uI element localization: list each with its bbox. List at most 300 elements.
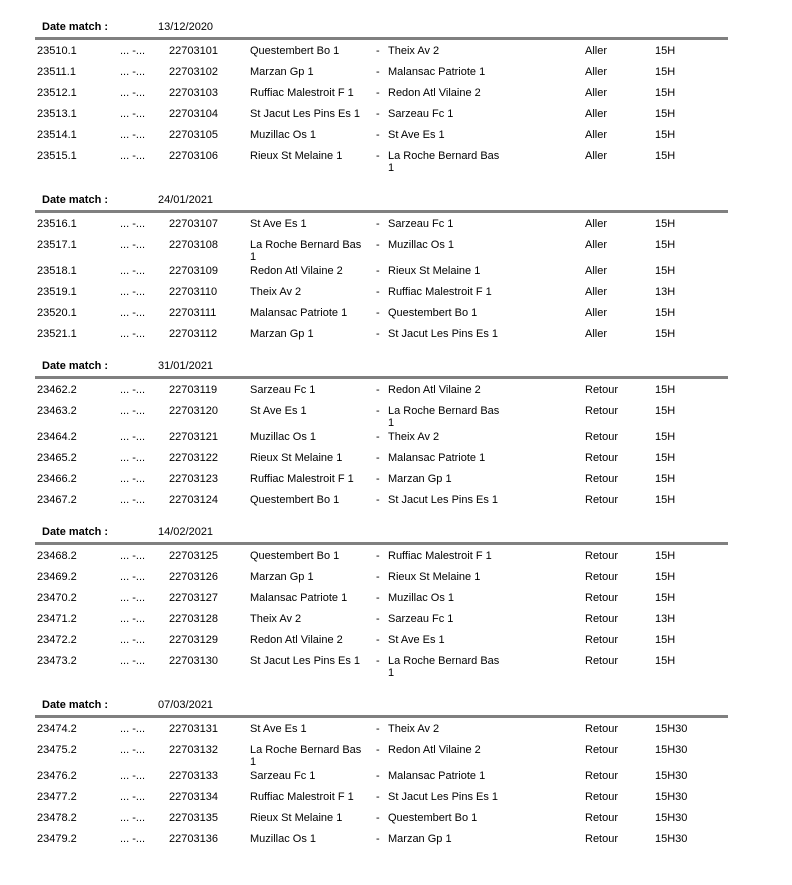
match-row [35,286,728,298]
away-team: La Roche Bernard Bas 1 [388,405,500,429]
home-team: Malansac Patriote 1 [250,592,348,604]
match-id: 23517.1 [37,239,77,251]
match-code: 22703104 [169,108,218,120]
match-id: 23513.1 [37,108,77,120]
kickoff-time: 15H30 [655,723,688,735]
kickoff-time: 15H [655,473,676,485]
away-team-cell [376,592,585,604]
match-id: 23479.2 [37,833,77,845]
sections-container [35,21,728,845]
home-team-cell [250,613,376,625]
home-team-cell [250,634,376,646]
match-code: 22703124 [169,494,218,506]
match-row [35,66,728,78]
match-id: 23470.2 [37,592,77,604]
away-dash: - [376,770,380,782]
home-team-cell [250,265,376,277]
away-team: Redon Atl Vilaine 2 [388,744,481,756]
away-dash: - [376,833,380,845]
away-dash: - [376,613,380,625]
home-team: La Roche Bernard Bas 1 [250,239,362,263]
match-code: 22703106 [169,150,218,162]
match-code: 22703120 [169,405,218,417]
match-row [35,45,728,57]
rows-container [35,45,728,174]
leg-label: Retour [585,791,619,803]
home-team: La Roche Bernard Bas 1 [250,744,362,768]
home-team-cell [250,384,376,396]
away-dash: - [376,218,380,230]
leg-label: Aller [585,328,608,340]
away-team: Rieux St Melaine 1 [388,265,481,277]
match-id: 23464.2 [37,431,77,443]
match-row [35,108,728,120]
kickoff-time: 15H [655,87,676,99]
away-team: St Jacut Les Pins Es 1 [388,328,499,340]
match-id: 23515.1 [37,150,77,162]
header-rule [35,37,728,40]
match-date: 13/12/2020 [158,21,214,33]
match-id: 23518.1 [37,265,77,277]
match-code: 22703122 [169,452,218,464]
match-id: 23471.2 [37,613,77,625]
away-team-cell [376,473,585,485]
away-team: Sarzeau Fc 1 [388,218,454,230]
score-placeholder: ... -... [120,239,146,251]
leg-label: Aller [585,150,608,162]
home-team: Theix Av 2 [250,286,302,298]
match-row [35,634,728,646]
away-team: Redon Atl Vilaine 2 [388,384,481,396]
leg-label: Aller [585,87,608,99]
match-row [35,494,728,506]
match-date: 31/01/2021 [158,360,214,372]
away-dash: - [376,108,380,120]
kickoff-time: 13H [655,286,676,298]
away-team-cell [376,744,585,756]
date-section [35,194,728,340]
away-team: St Jacut Les Pins Es 1 [388,791,499,803]
match-code: 22703119 [169,384,218,396]
home-team-cell [250,218,376,230]
match-code: 22703132 [169,744,218,756]
score-placeholder: ... -... [120,307,146,319]
match-row [35,218,728,230]
section-header [35,194,728,207]
home-team-cell [250,45,376,57]
match-date: 14/02/2021 [158,526,214,538]
kickoff-time: 15H30 [655,744,688,756]
away-team: La Roche Bernard Bas 1 [388,150,500,174]
away-team: Theix Av 2 [388,431,440,443]
match-id: 23468.2 [37,550,77,562]
home-team-cell [250,791,376,803]
away-team: St Ave Es 1 [388,634,445,646]
score-placeholder: ... -... [120,812,146,824]
away-team-cell [376,494,585,506]
score-placeholder: ... -... [120,494,146,506]
match-id: 23478.2 [37,812,77,824]
away-dash: - [376,265,380,277]
home-team: St Ave Es 1 [250,723,307,735]
match-id: 23477.2 [37,791,77,803]
away-team: Ruffiac Malestroit F 1 [388,286,492,298]
score-placeholder: ... -... [120,45,146,57]
leg-label: Aller [585,218,608,230]
away-team-cell [376,791,585,803]
away-team-cell [376,307,585,319]
home-team-cell [250,66,376,78]
match-row [35,87,728,99]
leg-label: Retour [585,592,619,604]
away-dash: - [376,328,380,340]
header-rule [35,376,728,379]
match-code: 22703111 [169,307,217,319]
home-team: Marzan Gp 1 [250,328,314,340]
kickoff-time: 15H [655,634,676,646]
home-team: Sarzeau Fc 1 [250,770,316,782]
score-placeholder: ... -... [120,723,146,735]
match-row [35,812,728,824]
kickoff-time: 15H [655,550,676,562]
away-team: Sarzeau Fc 1 [388,108,454,120]
home-team-cell [250,405,376,417]
leg-label: Retour [585,744,619,756]
leg-label: Aller [585,239,608,251]
match-row [35,613,728,625]
match-row [35,473,728,485]
match-code: 22703112 [169,328,218,340]
away-team: Theix Av 2 [388,45,440,57]
match-code: 22703102 [169,66,218,78]
away-dash: - [376,66,380,78]
header-rule [35,715,728,718]
date-section [35,526,728,679]
match-row [35,592,728,604]
score-placeholder: ... -... [120,218,146,230]
match-code: 22703105 [169,129,218,141]
home-team: Ruffiac Malestroit F 1 [250,87,354,99]
score-placeholder: ... -... [120,129,146,141]
match-code: 22703128 [169,613,218,625]
away-team-cell [376,129,585,141]
match-row [35,723,728,735]
away-dash: - [376,723,380,735]
kickoff-time: 15H [655,571,676,583]
score-placeholder: ... -... [120,150,146,162]
kickoff-time: 15H [655,384,676,396]
rows-container [35,384,728,506]
match-id: 23511.1 [37,66,76,78]
score-placeholder: ... -... [120,655,146,667]
away-team-cell [376,431,585,443]
date-match-label: Date match : [42,360,109,372]
away-dash: - [376,239,380,251]
home-team-cell [250,770,376,782]
home-team: Muzillac Os 1 [250,129,317,141]
away-team-cell [376,384,585,396]
away-dash: - [376,307,380,319]
home-team: Muzillac Os 1 [250,431,317,443]
section-header [35,360,728,373]
rows-container [35,218,728,340]
home-team-cell [250,744,376,768]
away-team-cell [376,655,585,679]
match-date: 07/03/2021 [158,699,214,711]
match-row [35,744,728,768]
kickoff-time: 15H [655,45,676,57]
match-row [35,452,728,464]
away-dash: - [376,494,380,506]
away-team-cell [376,239,585,251]
home-team-cell [250,328,376,340]
match-code: 22703133 [169,770,218,782]
away-team-cell [376,571,585,583]
score-placeholder: ... -... [120,405,146,417]
home-team-cell [250,307,376,319]
match-row [35,307,728,319]
leg-label: Aller [585,286,608,298]
away-team: Muzillac Os 1 [388,239,455,251]
away-team-cell [376,286,585,298]
home-team-cell [250,723,376,735]
away-dash: - [376,634,380,646]
leg-label: Retour [585,384,619,396]
kickoff-time: 15H [655,452,676,464]
away-team: Muzillac Os 1 [388,592,455,604]
home-team: Malansac Patriote 1 [250,307,348,319]
away-dash: - [376,571,380,583]
away-dash: - [376,791,380,803]
match-code: 22703107 [169,218,218,230]
section-header [35,21,728,34]
score-placeholder: ... -... [120,592,146,604]
kickoff-time: 15H [655,307,676,319]
away-team-cell [376,452,585,464]
header-rule [35,542,728,545]
match-code: 22703110 [169,286,218,298]
match-code: 22703136 [169,833,218,845]
match-id: 23472.2 [37,634,77,646]
date-match-label: Date match : [42,21,109,33]
score-placeholder: ... -... [120,634,146,646]
home-team: Marzan Gp 1 [250,66,314,78]
score-placeholder: ... -... [120,770,146,782]
home-team-cell [250,452,376,464]
rows-container [35,550,728,679]
match-id: 23475.2 [37,744,77,756]
kickoff-time: 15H30 [655,770,688,782]
away-dash: - [376,286,380,298]
away-team: Sarzeau Fc 1 [388,613,454,625]
home-team: Sarzeau Fc 1 [250,384,316,396]
away-dash: - [376,129,380,141]
away-dash: - [376,87,380,99]
home-team-cell [250,833,376,845]
date-match-label: Date match : [42,699,109,711]
away-team-cell [376,45,585,57]
match-id: 23519.1 [37,286,77,298]
leg-label: Retour [585,723,619,735]
kickoff-time: 15H [655,66,676,78]
home-team: St Ave Es 1 [250,218,307,230]
kickoff-time: 15H [655,265,676,277]
away-team: Questembert Bo 1 [388,812,478,824]
kickoff-time: 15H [655,592,676,604]
kickoff-time: 15H [655,431,676,443]
kickoff-time: 15H [655,108,676,120]
leg-label: Retour [585,494,619,506]
home-team-cell [250,473,376,485]
leg-label: Retour [585,431,619,443]
home-team: Rieux St Melaine 1 [250,150,343,162]
away-team-cell [376,550,585,562]
away-team: Malansac Patriote 1 [388,770,486,782]
match-id: 23521.1 [37,328,77,340]
match-row [35,129,728,141]
score-placeholder: ... -... [120,550,146,562]
kickoff-time: 13H [655,613,676,625]
score-placeholder: ... -... [120,744,146,756]
rows-container [35,723,728,845]
match-code: 22703108 [169,239,218,251]
away-team: Ruffiac Malestroit F 1 [388,550,492,562]
date-section [35,699,728,845]
score-placeholder: ... -... [120,613,146,625]
home-team-cell [250,129,376,141]
kickoff-time: 15H [655,239,676,251]
away-team: St Ave Es 1 [388,129,445,141]
away-dash: - [376,45,380,57]
away-team-cell [376,812,585,824]
away-team: La Roche Bernard Bas 1 [388,655,500,679]
away-dash: - [376,812,380,824]
match-code: 22703109 [169,265,218,277]
match-id: 23465.2 [37,452,77,464]
match-row [35,384,728,396]
match-code: 22703103 [169,87,218,99]
match-row [35,239,728,263]
match-id: 23473.2 [37,655,77,667]
match-id: 23462.2 [37,384,77,396]
away-dash: - [376,405,380,417]
match-row [35,833,728,845]
home-team-cell [250,812,376,824]
match-id: 23469.2 [37,571,77,583]
section-header [35,699,728,712]
away-team-cell [376,218,585,230]
match-id: 23463.2 [37,405,77,417]
match-id: 23476.2 [37,770,77,782]
score-placeholder: ... -... [120,431,146,443]
kickoff-time: 15H [655,218,676,230]
match-row [35,150,728,174]
kickoff-time: 15H [655,328,676,340]
match-code: 22703134 [169,791,218,803]
header-rule [35,210,728,213]
leg-label: Retour [585,550,619,562]
kickoff-time: 15H [655,150,676,162]
leg-label: Aller [585,66,608,78]
home-team-cell [250,286,376,298]
away-team-cell [376,634,585,646]
match-code: 22703126 [169,571,218,583]
away-team-cell [376,833,585,845]
leg-label: Retour [585,833,619,845]
away-team-cell [376,66,585,78]
leg-label: Retour [585,812,619,824]
leg-label: Retour [585,571,619,583]
away-team-cell [376,150,585,174]
match-code: 22703101 [169,45,218,57]
match-id: 23520.1 [37,307,77,319]
away-team: Redon Atl Vilaine 2 [388,87,481,99]
match-id: 23510.1 [37,45,77,57]
home-team: Questembert Bo 1 [250,550,340,562]
date-section [35,21,728,174]
away-dash: - [376,473,380,485]
match-row [35,328,728,340]
score-placeholder: ... -... [120,384,146,396]
home-team-cell [250,494,376,506]
match-row [35,655,728,679]
score-placeholder: ... -... [120,286,146,298]
match-id: 23467.2 [37,494,77,506]
leg-label: Retour [585,655,619,667]
score-placeholder: ... -... [120,328,146,340]
home-team: Questembert Bo 1 [250,494,340,506]
home-team: Muzillac Os 1 [250,833,317,845]
match-date: 24/01/2021 [158,194,214,206]
home-team-cell [250,550,376,562]
match-row [35,405,728,429]
score-placeholder: ... -... [120,452,146,464]
match-row [35,770,728,782]
match-code: 22703125 [169,550,218,562]
home-team: Ruffiac Malestroit F 1 [250,791,354,803]
leg-label: Retour [585,634,619,646]
score-placeholder: ... -... [120,833,146,845]
away-team: Questembert Bo 1 [388,307,478,319]
kickoff-time: 15H30 [655,812,688,824]
score-placeholder: ... -... [120,66,146,78]
away-team: Marzan Gp 1 [388,833,452,845]
date-section [35,360,728,506]
score-placeholder: ... -... [120,791,146,803]
away-dash: - [376,431,380,443]
away-dash: - [376,550,380,562]
away-team-cell [376,87,585,99]
away-team-cell [376,723,585,735]
away-team-cell [376,265,585,277]
date-match-label: Date match : [42,526,109,538]
match-code: 22703131 [169,723,218,735]
home-team-cell [250,592,376,604]
match-id: 23466.2 [37,473,77,485]
match-code: 22703127 [169,592,218,604]
away-team: Malansac Patriote 1 [388,452,486,464]
home-team-cell [250,655,376,667]
score-placeholder: ... -... [120,473,146,485]
away-team: Malansac Patriote 1 [388,66,486,78]
kickoff-time: 15H [655,405,676,417]
home-team-cell [250,239,376,263]
home-team-cell [250,108,376,120]
leg-label: Aller [585,45,608,57]
match-code: 22703130 [169,655,218,667]
home-team: Redon Atl Vilaine 2 [250,265,343,277]
away-team: Rieux St Melaine 1 [388,571,481,583]
